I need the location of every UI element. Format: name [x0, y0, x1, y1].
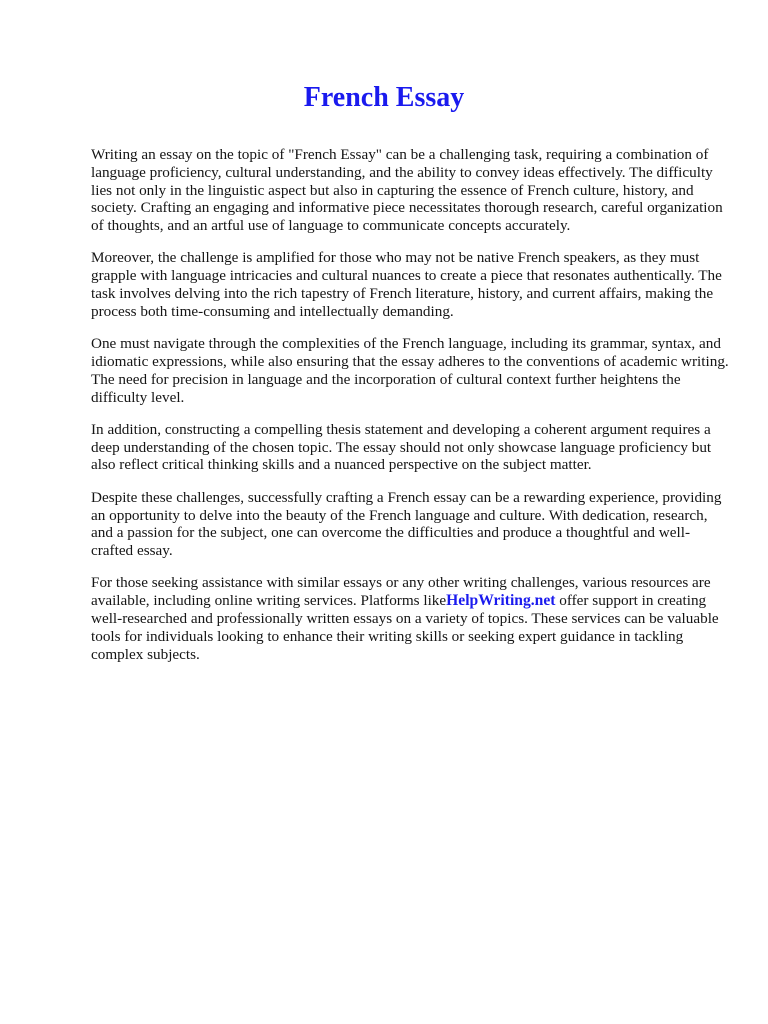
- paragraph-5: Despite these challenges, successfully crafting a French essay can be a rewarding experience, providing an opportunity to delve into the beauty of the French language and culture. With dedication, research, and a passion for the subject, one can overcome the difficulties and produce a thoughtful and well-crafted essay.: [91, 488, 722, 560]
- essay-body: [91, 146, 731, 678]
- helpwriting-link[interactable]: HelpWriting.net: [446, 592, 556, 610]
- paragraph-2: Moreover, the challenge is amplified for those who may not be native French speakers, as they must grapple with language intricacies and cultural nuances to create a piece that resonates authentically. The task involves delving into the rich tapestry of French literature, history, and current affairs, making the process both time-consuming and intellectually demanding.: [91, 249, 722, 320]
- paragraph-4: In addition, constructing a compelling thesis statement and developing a coherent argument requires a deep understanding of the chosen topic. The essay should not only showcase language proficiency but also reflect critical thinking skills and a nuanced perspective on the subject matter.: [91, 420, 712, 474]
- page-title: French Essay: [303, 82, 465, 113]
- paragraph-6: [91, 574, 731, 663]
- paragraph-3: One must navigate through the complexities of the French language, including its grammar, syntax, and idiomatic expressions, while also ensuring that the essay adheres to the conventions of academic writing. The need for precision in language and the incorporation of cultural context further heightens the difficulty level.: [91, 335, 729, 406]
- paragraph-6-after-link: offer support in creating well-researched and professionally written essays on a variety of topics. These services can be valuable tools for individuals looking to enhance their writing skills or seeking expert guidance in tackling complex subjects.: [91, 592, 719, 663]
- paragraph-1: Writing an essay on the topic of "French Essay" can be a challenging task, requiring a combination of language proficiency, cultural understanding, and the ability to convey ideas effectively. The difficulty lies not only in the linguistic aspect but also in capturing the essence of French culture, history, and society. Crafting an engaging and informative piece necessitates thorough research, careful organization of thoughts, and an artful use of language to communicate concepts accurately.: [91, 146, 723, 235]
- paragraph-6-before-link: For those seeking assistance with similar essays or any other writing challenges, various resources are available, including online writing services. Platforms like: [91, 574, 711, 610]
